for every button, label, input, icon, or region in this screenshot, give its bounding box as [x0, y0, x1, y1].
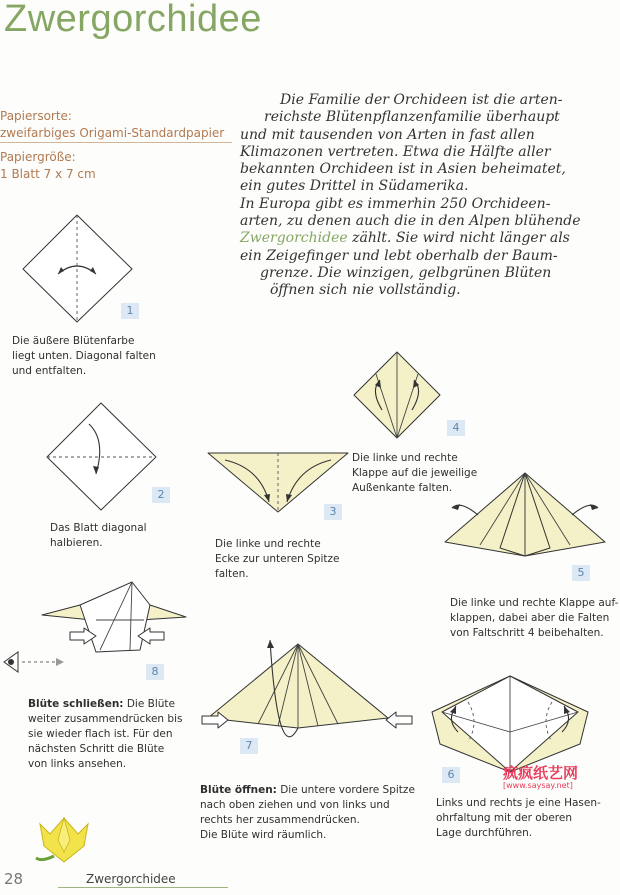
watermark-logo: 疯疯纸艺网 — [503, 764, 579, 782]
footer-rule — [58, 887, 228, 888]
view-from-left-eye-icon — [2, 650, 66, 674]
step-4-diagram — [352, 350, 444, 442]
step-4-badge: 4 — [447, 420, 465, 436]
step-8-bold: Blüte schließen: — [28, 698, 124, 710]
intro-line: In Europa gibt es immerhin 250 Orchideen- — [240, 195, 551, 212]
step-7-caption: Blüte öffnen: Die untere vordere Spitze nach oben ziehen und von links und rechts her zusammendrücken. Die Blüte wird räumlich. — [200, 784, 415, 841]
step-2-diagram — [44, 400, 159, 515]
intro-line: reichste Blütenpflanzenfamilie überhaupt — [264, 109, 560, 126]
step-7-badge: 7 — [240, 738, 258, 754]
intro-line: Klimazonen vertreten. Etwa die Hälfte aller — [240, 143, 551, 160]
step-8-caption: Blüte schließen: Die Blüte weiter zusammendrücken bis sie wieder flach ist. Für den nächsten Schritt die Blüte von links ansehen. — [28, 698, 183, 770]
step-5-caption: Die linke und rechte Klappe auf- klappen, dabei aber die Falten von Faltschritt 4 beibehalten. — [450, 597, 619, 639]
intro-line: Zwergorchidee zählt. Sie wird nicht länger als — [240, 230, 570, 247]
step-1-badge: 1 — [121, 303, 139, 319]
intro-highlight: Zwergorchidee — [240, 230, 348, 247]
intro-line: Die Familie der Orchideen ist die arten- — [280, 92, 563, 108]
step-7-bold: Blüte öffnen: — [200, 784, 277, 796]
materials-block — [0, 108, 224, 183]
paper-type-value: zweifarbiges Origami-Standardpapier — [0, 126, 225, 140]
step-4-caption: Die linke und rechte Klappe auf die jeweilige Außenkante falten. — [352, 452, 478, 494]
paper-type-label: Papiersorte: — [0, 109, 72, 123]
orchid-flower-illustration — [34, 812, 94, 868]
step-2-badge: 2 — [152, 487, 170, 503]
step-3-caption: Die linke und rechte Ecke zur unteren Spitze falten. — [215, 538, 340, 580]
step-8-badge: 8 — [146, 664, 164, 680]
intro-line: öffnen sich nie vollständig. — [270, 282, 461, 299]
step-7-diagram — [198, 636, 418, 766]
step-5-diagram — [440, 470, 610, 565]
paper-size-label: Papiergröße: — [0, 150, 76, 164]
intro-line: arten, zu denen auch die in den Alpen blühende — [240, 213, 581, 230]
footer-title: Zwergorchidee — [86, 872, 176, 886]
step-6-caption: Links und rechts je eine Hasen- ohrfaltung mit der oberen Lage durchführen. — [436, 797, 601, 839]
step-5-badge: 5 — [572, 565, 590, 581]
watermark-url: [www.saysay.net] — [503, 781, 573, 790]
intro-line: grenze. Die winzigen, gelbgrünen Blüten — [260, 264, 552, 281]
materials-divider — [0, 142, 232, 143]
intro-line: und mit tausenden von Arten in fast allen — [240, 126, 535, 143]
paper-size-value: 1 Blatt 7 x 7 cm — [0, 167, 96, 181]
intro-line: bekannten Orchideen ist in Asien beheimatet, — [240, 161, 566, 178]
step-6-badge: 6 — [442, 767, 460, 783]
step-1-caption: Die äußere Blütenfarbe liegt unten. Diagonal falten und entfalten. — [12, 335, 156, 377]
page-number: 28 — [4, 870, 24, 888]
step-3-badge: 3 — [324, 504, 342, 520]
intro-line: ein gutes Drittel in Südamerika. — [240, 178, 469, 195]
step-2-caption: Das Blatt diagonal halbieren. — [50, 522, 147, 549]
intro-line: ein Zeigefinger und lebt oberhalb der Baum- — [240, 247, 558, 264]
step-1-diagram — [20, 212, 135, 327]
page-title: Zwergorchidee — [4, 0, 262, 40]
intro-text — [240, 92, 620, 300]
